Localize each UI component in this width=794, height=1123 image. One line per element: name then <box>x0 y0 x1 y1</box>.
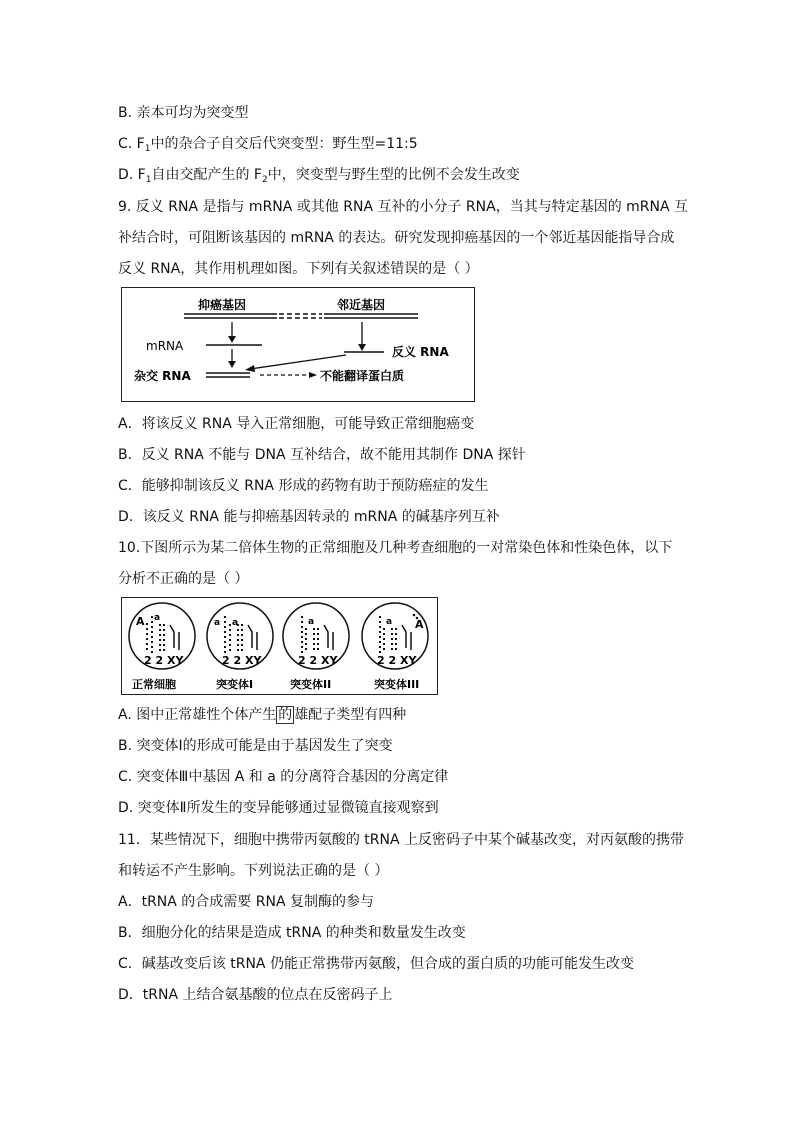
svg-text:2 2: 2 2 <box>144 654 164 667</box>
label-mutant-2: 突变体II <box>290 678 332 691</box>
q11-option-b: B．细胞分化的结果是造成 tRNA 的种类和数量发生改变 <box>118 925 466 941</box>
svg-text:A: A <box>415 618 424 631</box>
q9-stem-line1: 9. 反义 RNA 是指与 mRNA 或其他 RNA 互补的小分子 RNA，当其与特定基因的 mRNA 互 <box>118 199 689 215</box>
svg-text:2 2: 2 2 <box>298 654 318 667</box>
svg-text:2 2: 2 2 <box>222 654 242 667</box>
svg-text:XY: XY <box>167 654 184 667</box>
q11-option-c: C．碱基改变后该 tRNA 仍能正常携带丙氨酸，但合成的蛋白质的功能可能发生改变 <box>118 956 634 972</box>
q8-option-c: C. $F_1$中的杂合子自交后代突变型：野生型=11:5 <box>118 136 418 154</box>
q9-stem-line3: 反义 RNA，其作用机理如图。下列有关叙述错误的是（ ） <box>118 261 479 277</box>
svg-text:XY: XY <box>400 654 417 667</box>
mrna-label: mRNA <box>146 339 184 353</box>
svg-text:XY: XY <box>321 654 338 667</box>
gene1-label: 抑癌基因 <box>198 298 247 312</box>
q10-stem-line2: 分析不正确的是（ ） <box>118 571 249 587</box>
q10-stem-line1: 10.下图所示为某二倍体生物的正常细胞及几种考查细胞的一对常染色体和性染色体，以下 <box>118 540 673 556</box>
svg-text:XY: XY <box>245 654 262 667</box>
q9-option-b: B．反义 RNA 不能与 DNA 互补结合，故不能用其制作 DNA 探针 <box>118 447 526 463</box>
cell-mutant-2 <box>283 603 349 669</box>
svg-text:a: a <box>214 618 221 628</box>
q11-stem-line2: 和转运不产生影响。下列说法正确的是（ ） <box>118 863 389 879</box>
svg-text:a: a <box>308 617 315 627</box>
cell-mutant-1 <box>207 603 273 669</box>
svg-text:a: a <box>232 618 239 628</box>
svg-text:2 2: 2 2 <box>377 654 397 667</box>
chromosome-cells-figure <box>121 597 438 695</box>
q10-option-d: D. 突变体Ⅱ所发生的变异能够通过显微镜直接观察到 <box>118 800 439 816</box>
q11-option-a: A．tRNA 的合成需要 RNA 复制酶的参与 <box>118 894 374 910</box>
q10-option-c: C. 突变体Ⅲ中基因 A 和 a 的分离符合基因的分离定律 <box>118 769 449 785</box>
q8-option-b: B. 亲本可均为突变型 <box>118 105 249 121</box>
q11-option-d: D．tRNA 上结合氨基酸的位点在反密码子上 <box>118 987 393 1003</box>
q8-option-d: D. $F_1$自由交配产生的 $F_2$中，突变型与野生型的比例不会发生改变 <box>118 167 520 185</box>
svg-text:A: A <box>136 615 145 628</box>
cell-normal <box>129 603 195 669</box>
q10-option-a: A. 图中正常雄性个体产生 的 雄配子类型有四种 <box>118 707 407 723</box>
label-mutant-1: 突变体I <box>216 678 254 691</box>
gene2-label: 邻近基因 <box>337 298 386 312</box>
q10-option-b: B. 突变体Ⅰ的形成可能是由于基因发生了突变 <box>118 738 393 754</box>
hybrid-rna-label: 杂交 RNA <box>134 369 191 383</box>
antisense-rna-label: 反义 RNA <box>392 345 449 359</box>
svg-text:a: a <box>154 613 161 623</box>
q9-stem-line2: 补结合时，可阻断该基因的 mRNA 的表达。研究发现抑癌基因的一个邻近基因能指导合成 <box>118 230 675 246</box>
q9-option-d: D．该反义 RNA 能与抑癌基因转录的 mRNA 的碱基序列互补 <box>118 509 500 525</box>
cell-mutant-3 <box>362 603 428 669</box>
label-normal-cell: 正常细胞 <box>132 678 176 691</box>
no-translation-label: 不能翻译蛋白质 <box>320 369 405 383</box>
antisense-rna-diagram <box>121 287 475 402</box>
label-mutant-3: 突变体III <box>374 678 420 691</box>
svg-text:a: a <box>386 617 393 627</box>
q11-stem-line1: 11．某些情况下，细胞中携带丙氨酸的 tRNA 上反密码子中某个碱基改变，对丙氨酸的携带 <box>118 832 684 848</box>
q9-option-a: A．将该反义 RNA 导入正常细胞，可能导致正常细胞癌变 <box>118 416 475 432</box>
q9-option-c: C．能够抑制该反义 RNA 形成的药物有助于预防癌症的发生 <box>118 478 489 494</box>
